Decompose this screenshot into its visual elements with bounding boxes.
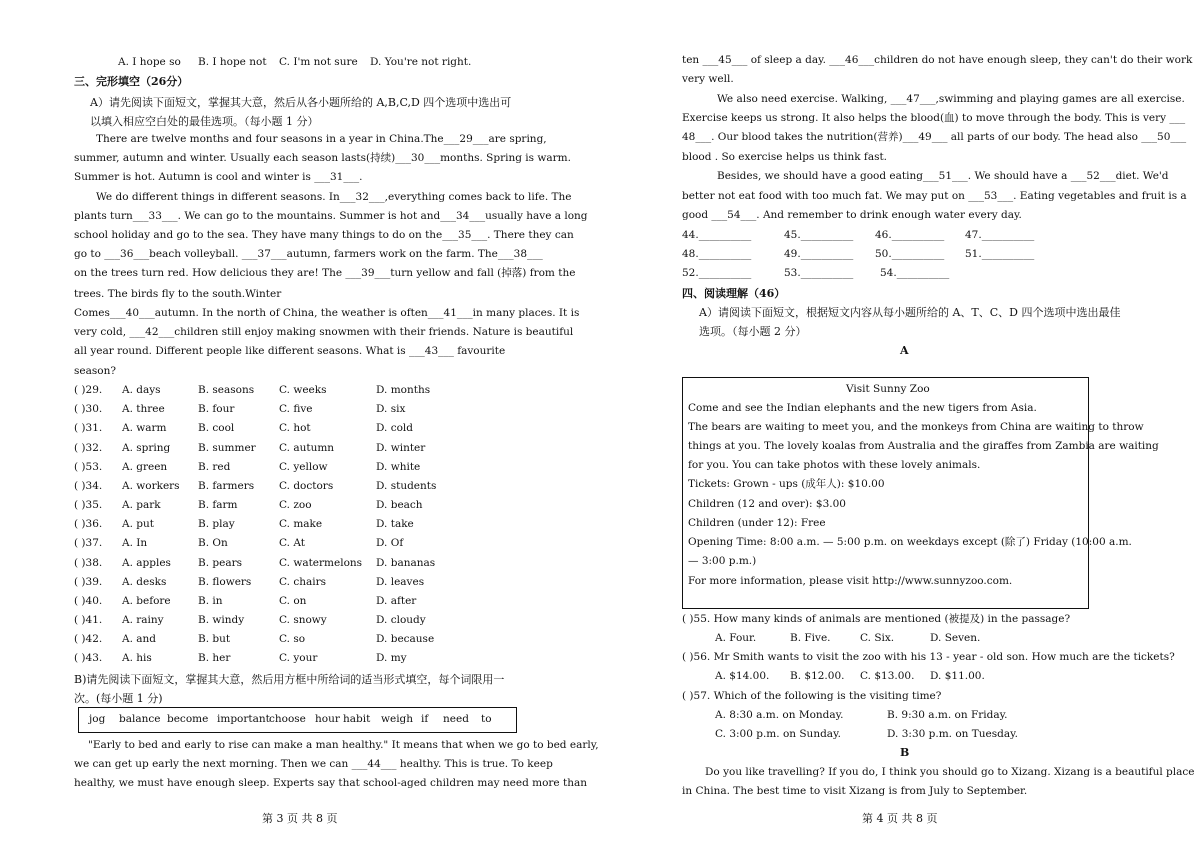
- choice-c[interactable]: C. your: [279, 652, 318, 664]
- choice-d[interactable]: D. winter: [376, 442, 426, 454]
- passageB-cont-line: Exercise keeps us strong. It also helps the blood(血) to move through the body. This is very ___: [682, 112, 1186, 124]
- choice-c[interactable]: C. chairs: [279, 576, 327, 588]
- choice-d[interactable]: D. beach: [376, 499, 423, 511]
- choice-b[interactable]: B. four: [198, 403, 235, 415]
- passageA-line: all year round. Different people like different seasons. What is ___43___ favourite: [74, 345, 506, 357]
- question-number: ( )38.: [74, 557, 103, 569]
- question-number: ( )53.: [74, 461, 103, 473]
- passageA-line: go to ___36___beach volleyball. ___37___autumn, farmers work on the farm. The___38___: [74, 248, 543, 260]
- choice-b[interactable]: B. flowers: [198, 576, 252, 588]
- choice-b[interactable]: B. cool: [198, 422, 235, 434]
- passageA-line: school holiday and go to the sea. They have many things to do on the___35___. There they can: [74, 229, 574, 241]
- question-number: ( )31.: [74, 422, 103, 434]
- word-box-item: to: [481, 713, 492, 725]
- choice-d[interactable]: D. leaves: [376, 576, 425, 588]
- zoo-line: Opening Time: 8:00 a.m. — 5:00 p.m. on weekdays except (除了) Friday (10:00 a.m.: [688, 536, 1132, 548]
- choice-c[interactable]: C. make: [279, 518, 323, 530]
- right-page: [600, 0, 1200, 849]
- question-number: ( )37.: [74, 537, 103, 549]
- choice-d[interactable]: D. Of: [376, 537, 404, 549]
- choice-c[interactable]: C. so: [279, 633, 306, 645]
- zoo-line: Tickets: Grown - ups (成年人): $10.00: [688, 478, 885, 490]
- answer-blank[interactable]: 49.__________: [784, 248, 854, 260]
- choice-c[interactable]: C. At: [279, 537, 305, 549]
- choice-b[interactable]: B. 9:30 a.m. on Friday.: [887, 709, 1008, 721]
- zoo-line: Come and see the Indian elephants and the new tigers from Asia.: [688, 402, 1037, 414]
- passageB-cont-line: We also need exercise. Walking, ___47___,swimming and playing games are all exercise.: [717, 93, 1185, 105]
- passageB-cont-line: very well.: [682, 73, 734, 85]
- choice-b[interactable]: B. $12.00.: [790, 670, 845, 682]
- partA-instruction-2: 以填入相应空白处的最佳选项。（每小题 1 分）: [90, 115, 319, 128]
- choice-d[interactable]: D. because: [376, 633, 435, 645]
- choice-a[interactable]: A. desks: [122, 576, 167, 588]
- option-d: D. You're not right.: [370, 56, 472, 68]
- zoo-ad-box: [682, 377, 1159, 609]
- passageB-line: "Early to bed and early to rise can make a man healthy." It means that when we go to bed early,: [88, 739, 599, 751]
- choice-d[interactable]: D. white: [376, 461, 421, 473]
- reading-question: ( )57. Which of the following is the visiting time?: [682, 690, 942, 702]
- answer-blank[interactable]: 50.__________: [875, 248, 945, 260]
- word-box-item: important: [217, 713, 270, 725]
- choice-a[interactable]: A. green: [122, 461, 168, 473]
- choice-c[interactable]: C. weeks: [279, 384, 327, 396]
- choice-d[interactable]: D. my: [376, 652, 407, 664]
- passageB-cont-line: good ___54___. And remember to drink enough water every day.: [682, 209, 1022, 221]
- choice-d[interactable]: D. take: [376, 518, 414, 530]
- partB-instruction-2: 次。(每小题 1 分): [74, 692, 163, 705]
- choice-a[interactable]: A. three: [122, 403, 165, 415]
- passageA-line: We do different things in different seasons. In___32___,everything comes back to life. The: [96, 191, 572, 203]
- choice-a[interactable]: A. Four.: [715, 632, 757, 644]
- passageB-cont-line: 48___. Our blood takes the nutrition(营养)___49___ all parts of our body. The head also ___50___: [682, 131, 1187, 143]
- zoo-line: The bears are waiting to meet you, and the monkeys from China are waiting to throw: [688, 421, 1144, 433]
- choice-d[interactable]: D. cloudy: [376, 614, 426, 626]
- choice-c[interactable]: C. $13.00.: [860, 670, 915, 682]
- passageA-line: season?: [74, 365, 116, 377]
- choice-a[interactable]: A. apples: [122, 557, 171, 569]
- reading-instruction-2: 选项。（每小题 2 分）: [699, 325, 807, 338]
- choice-b[interactable]: B. Five.: [790, 632, 831, 644]
- choice-c[interactable]: C. autumn: [279, 442, 335, 454]
- answer-blank[interactable]: 51.__________: [965, 248, 1035, 260]
- passageB-line: healthy, we must have enough sleep. Experts say that school-aged children may need more than: [74, 777, 587, 789]
- choice-c[interactable]: C. 3:00 p.m. on Sunday.: [715, 728, 841, 740]
- zoo-line: Children (under 12): Free: [688, 517, 826, 529]
- passage-label-b: B: [900, 746, 910, 759]
- choice-a[interactable]: A. $14.00.: [715, 670, 770, 682]
- choice-b[interactable]: B. On: [198, 537, 228, 549]
- choice-c[interactable]: C. snowy: [279, 614, 327, 626]
- word-box-item: become: [167, 713, 209, 725]
- question-number: ( )39.: [74, 576, 103, 588]
- passage-label-a: A: [900, 344, 909, 357]
- option-a: A. I hope so: [118, 56, 181, 68]
- question-number: ( )40.: [74, 595, 103, 607]
- word-box-item: balance: [119, 713, 161, 725]
- question-number: ( )32.: [74, 442, 103, 454]
- choice-a[interactable]: A. 8:30 a.m. on Monday.: [715, 709, 844, 721]
- answer-blank[interactable]: 46.__________: [875, 229, 945, 241]
- answer-blank[interactable]: 45.__________: [784, 229, 854, 241]
- choice-a[interactable]: A. spring: [122, 442, 171, 454]
- answer-blank[interactable]: 44.__________: [682, 229, 752, 241]
- section3-title: 三、完形填空（26分）: [74, 75, 189, 88]
- passageB-cont-line: better not eat food with too much fat. We may put on ___53___. Eating vegetables and fruit is a: [682, 190, 1187, 202]
- zoo-line: For more information, please visit http://www.sunnyzoo.com.: [688, 575, 1013, 587]
- choice-a[interactable]: A. warm: [122, 422, 167, 434]
- question-number: ( )42.: [74, 633, 103, 645]
- choice-d[interactable]: D. students: [376, 480, 437, 492]
- option-c: C. I'm not sure: [279, 56, 358, 68]
- passageA-line: summer, autumn and winter. Usually each season lasts(持续)___30___months. Spring is warm.: [74, 152, 571, 164]
- choice-d[interactable]: D. Seven.: [930, 632, 981, 644]
- question-number: ( )35.: [74, 499, 103, 511]
- choice-b[interactable]: B. farmers: [198, 480, 255, 492]
- question-number: ( )30.: [74, 403, 103, 415]
- answer-blank[interactable]: 47.__________: [965, 229, 1035, 241]
- passageB-cont-line: ten ___45___ of sleep a day. ___46___children do not have enough sleep, they can't do their work: [682, 54, 1193, 66]
- choice-a[interactable]: A. put: [122, 518, 154, 530]
- word-box-item: hour: [315, 713, 340, 725]
- passageB-cont-line: blood . So exercise helps us think fast.: [682, 151, 888, 163]
- zoo-line: for you. You can take photos with these lovely animals.: [688, 459, 981, 471]
- word-box-item: weigh: [381, 713, 414, 725]
- choice-d[interactable]: D. $11.00.: [930, 670, 985, 682]
- word-box: [78, 707, 517, 733]
- choice-b[interactable]: B. windy: [198, 614, 245, 626]
- word-box-item: need: [443, 713, 469, 725]
- zoo-line: things at you. The lovely koalas from Australia and the giraffes from Zambia are waiting: [688, 440, 1159, 452]
- page-footer: 第 4 页 共 8 页: [862, 812, 938, 825]
- reading-question: ( )55. How many kinds of animals are mentioned (被提及) in the passage?: [682, 613, 1071, 625]
- choice-a[interactable]: A. and: [122, 633, 157, 645]
- choice-d[interactable]: D. six: [376, 403, 406, 415]
- choice-b[interactable]: B. farm: [198, 499, 238, 511]
- choice-c[interactable]: C. five: [279, 403, 313, 415]
- passageB-line: we can get up early the next morning. Then we can ___44___ healthy. This is true. To keep: [74, 758, 553, 770]
- choice-c[interactable]: C. doctors: [279, 480, 334, 492]
- choice-c[interactable]: C. on: [279, 595, 307, 607]
- question-number: ( )34.: [74, 480, 103, 492]
- choice-b[interactable]: B. her: [198, 652, 231, 664]
- choice-d[interactable]: D. cold: [376, 422, 414, 434]
- passageA-line: Summer is hot. Autumn is cool and winter is ___31___.: [74, 171, 363, 183]
- choice-b[interactable]: B. play: [198, 518, 235, 530]
- choice-a[interactable]: A. workers: [122, 480, 180, 492]
- choice-a[interactable]: A. rainy: [122, 614, 164, 626]
- choice-b[interactable]: B. in: [198, 595, 223, 607]
- choice-b[interactable]: B. but: [198, 633, 231, 645]
- question-number: ( )36.: [74, 518, 103, 530]
- zoo-line: Children (12 and over): $3.00: [688, 498, 846, 510]
- page-footer: 第 3 页 共 8 页: [262, 812, 338, 825]
- reading-instruction-1: A）请阅读下面短文，根据短文内容从每小题所给的 A、T、C、D 四个选项中选出最佳: [699, 306, 1121, 319]
- passageA-line: Comes___40___autumn. In the north of China, the weather is often___41___in many places. It is: [74, 307, 580, 319]
- passageA-line: There are twelve months and four seasons in a year in China.The___29___are spring,: [96, 133, 547, 145]
- choice-a[interactable]: A. before: [122, 595, 171, 607]
- passageB-read-line: in China. The best time to visit Xizang is from July to September.: [682, 785, 1028, 797]
- choice-d[interactable]: D. after: [376, 595, 417, 607]
- word-box-item: if: [421, 713, 429, 725]
- passageB-cont-line: Besides, we should have a good eating___51___. We should have a ___52___diet. We'd: [717, 170, 1169, 182]
- partA-instruction-1: A）请先阅读下面短文，掌握其大意，然后从各小题所给的 A,B,C,D 四个选项中选出可: [90, 96, 512, 109]
- choice-b[interactable]: B. pears: [198, 557, 242, 569]
- passageB-read-line: Do you like travelling? If you do, I think you should go to Xizang. Xizang is a beautiful place: [705, 766, 1195, 778]
- question-number: ( )43.: [74, 652, 103, 664]
- choice-d[interactable]: D. months: [376, 384, 431, 396]
- question-number: ( )29.: [74, 384, 103, 396]
- choice-b[interactable]: B. red: [198, 461, 231, 473]
- zoo-line: — 3:00 p.m.): [688, 555, 757, 567]
- section4-title: 四、阅读理解（46）: [682, 287, 786, 300]
- choice-c[interactable]: C. yellow: [279, 461, 328, 473]
- choice-c[interactable]: C. hot: [279, 422, 311, 434]
- question-number: ( )41.: [74, 614, 103, 626]
- choice-a[interactable]: A. days: [122, 384, 161, 396]
- choice-c[interactable]: C. zoo: [279, 499, 312, 511]
- choice-d[interactable]: D. bananas: [376, 557, 436, 569]
- choice-c[interactable]: C. watermelons: [279, 557, 363, 569]
- choice-a[interactable]: A. park: [122, 499, 161, 511]
- passageA-line: trees. The birds fly to the south.Winter: [74, 288, 282, 300]
- option-b: B. I hope not: [198, 56, 267, 68]
- choice-a[interactable]: A. his: [122, 652, 152, 664]
- answer-blank[interactable]: 48.__________: [682, 248, 752, 260]
- partB-instruction-1: B)请先阅读下面短文，掌握其大意，然后用方框中所给词的适当形式填空，每个词限用一: [74, 673, 505, 686]
- answer-blank[interactable]: 54.__________: [880, 267, 950, 279]
- answer-blank[interactable]: 53.__________: [784, 267, 854, 279]
- passageA-line: very cold, ___42___children still enjoy making snowmen with their friends. Nature is beautiful: [74, 326, 574, 338]
- choice-a[interactable]: B. seasons: [198, 384, 255, 396]
- word-box-item: jog: [89, 713, 106, 725]
- choice-a[interactable]: A. In: [122, 537, 148, 549]
- word-box-item: choose: [269, 713, 306, 725]
- answer-blank[interactable]: 52.__________: [682, 267, 752, 279]
- passageA-line: plants turn___33___. We can go to the mountains. Summer is hot and___34___usually have a long: [74, 210, 588, 222]
- choice-b[interactable]: B. summer: [198, 442, 256, 454]
- choice-d[interactable]: D. 3:30 p.m. on Tuesday.: [887, 728, 1018, 740]
- choice-c[interactable]: C. Six.: [860, 632, 895, 644]
- passageA-line: on the trees turn red. How delicious they are! The ___39___turn yellow and fall (掉落) from the: [74, 267, 576, 279]
- zoo-title: Visit Sunny Zoo: [846, 383, 930, 395]
- reading-question: ( )56. Mr Smith wants to visit the zoo with his 13 - year - old son. How much are the tickets?: [682, 651, 1175, 663]
- word-box-item: habit: [343, 713, 371, 725]
